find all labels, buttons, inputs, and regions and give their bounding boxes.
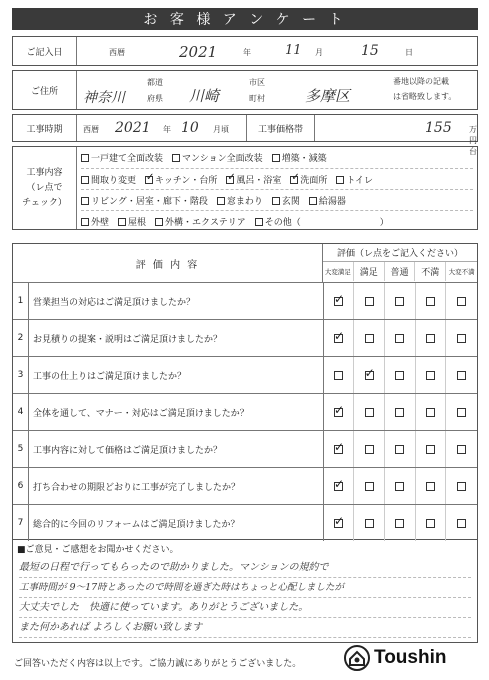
address-city-unit-bottom: 町村 — [249, 94, 265, 103]
work-option-label: 増築・減築 — [281, 154, 327, 164]
rating-checkbox[interactable] — [426, 371, 435, 380]
rating-checkbox[interactable] — [457, 371, 466, 380]
work-option-label: 外構・エクステリア — [165, 217, 246, 228]
rating-checkbox[interactable] — [426, 334, 435, 343]
question-number: 4 — [13, 394, 29, 430]
rating-cell — [385, 431, 416, 467]
entry-date-month: 11 — [285, 43, 302, 58]
evaluation-header-rating: 評価（レ点をご記入ください） — [323, 244, 477, 262]
comment-line: 最短の日程で行ってもらったので助かりました。マンションの規約で — [19, 558, 471, 578]
work-period-year-unit: 年 — [163, 125, 171, 134]
checkbox[interactable] — [81, 197, 89, 205]
rating-checkbox[interactable] — [457, 297, 466, 306]
work-option-label: 給湯器 — [318, 196, 346, 207]
rating-checkbox[interactable] — [334, 334, 343, 343]
work-option — [380, 215, 389, 228]
rating-checkbox[interactable] — [395, 371, 404, 380]
rating-cell — [446, 283, 477, 319]
rating-cell — [385, 468, 416, 504]
work-option[interactable] — [81, 194, 208, 207]
checkbox[interactable] — [217, 197, 225, 205]
rating-cell — [416, 468, 447, 504]
question-number: 2 — [13, 320, 29, 356]
work-option-label: 洗面所 — [300, 175, 328, 186]
work-option-label: 外壁 — [91, 217, 110, 228]
rating-scale-label: 普通 — [385, 262, 416, 281]
rating-checkbox[interactable] — [395, 334, 404, 343]
rating-checkbox[interactable] — [365, 482, 374, 491]
rating-checkbox[interactable] — [395, 482, 404, 491]
comment-label: ■ご意見・ご感想をお聞かせください。 — [17, 545, 179, 555]
evaluation-row — [13, 504, 477, 541]
work-option[interactable] — [336, 173, 373, 186]
rating-cell — [324, 505, 355, 541]
page-title: お 客 様 ア ン ケ ー ト — [12, 8, 478, 30]
entry-date-month-unit: 月 — [315, 48, 323, 57]
work-option[interactable] — [217, 194, 263, 207]
rating-checkbox[interactable] — [395, 297, 404, 306]
address-prefecture: 神奈川 — [83, 90, 125, 106]
rating-checkbox[interactable] — [426, 408, 435, 417]
rating-checkbox[interactable] — [334, 445, 343, 454]
work-content-options — [77, 147, 477, 229]
evaluation-row — [13, 356, 477, 393]
work-period-month-unit: 月頃 — [213, 125, 229, 134]
work-option-row — [81, 168, 473, 189]
rating-checkbox[interactable] — [334, 408, 343, 417]
question-number: 5 — [13, 431, 29, 467]
rating-scale-label: 大変不満 — [448, 268, 475, 276]
rating-checkbox[interactable] — [365, 519, 374, 528]
rating-checkbox[interactable] — [334, 371, 343, 380]
rating-checkbox[interactable] — [334, 519, 343, 528]
evaluation-header-content: 評 価 内 容 — [13, 244, 323, 282]
work-option-row — [81, 210, 473, 231]
footer-thanks: ご回答いただく内容は以上です。ご協力誠にありがとうございました。 — [14, 659, 302, 669]
rating-cell — [416, 431, 447, 467]
question-text: 総合的に今回のリフォームはご満足頂けましたか？ — [29, 505, 324, 541]
comment-line: 工事時間が 9〜17時とあったので時間を過ぎた時はちょっと心配しましたが — [19, 578, 471, 598]
rating-cell — [385, 320, 416, 356]
rating-scale-label: 不満 — [415, 262, 446, 281]
question-number: 1 — [13, 283, 29, 319]
rating-checkbox[interactable] — [334, 482, 343, 491]
question-text: 打ち合わせの期限どおりに工事が完了しましたか？ — [29, 468, 324, 504]
work-option-label: 窓まわり — [226, 196, 263, 207]
question-text: 工事内容に対して価格はご満足頂けましたか？ — [29, 431, 324, 467]
rating-cell — [446, 357, 477, 393]
work-period-era: 西暦 — [83, 125, 99, 134]
rating-cell — [385, 394, 416, 430]
rating-cell — [324, 394, 355, 430]
work-option[interactable] — [309, 194, 346, 207]
rating-checkbox[interactable] — [457, 334, 466, 343]
rating-cell — [416, 505, 447, 541]
checkbox[interactable] — [81, 218, 89, 226]
rating-checkbox[interactable] — [426, 297, 435, 306]
work-option[interactable] — [118, 215, 146, 228]
rating-checkbox[interactable] — [395, 408, 404, 417]
rating-checkbox[interactable] — [426, 445, 435, 454]
work-period-year: 2021 — [115, 120, 151, 136]
rating-cell — [324, 283, 355, 319]
checkbox[interactable] — [255, 218, 263, 226]
address-ward: 多摩区 — [305, 87, 351, 105]
address-note-line2: は省略致します。 — [393, 92, 457, 101]
evaluation-header — [13, 244, 477, 282]
rating-checkbox[interactable] — [457, 482, 466, 491]
price-label: 工事価格帯 — [247, 115, 315, 141]
checkbox[interactable] — [336, 176, 344, 184]
work-option-label: 一戸建て全面改装 — [91, 154, 164, 164]
comment-line: また何かあれば よろしくお願い致します — [19, 618, 471, 638]
rating-cell — [446, 320, 477, 356]
price-value: 155 — [425, 120, 452, 136]
house-logo-icon — [344, 645, 370, 671]
work-option-label: マンション全面改装 — [182, 154, 263, 164]
checkbox[interactable] — [81, 176, 89, 184]
work-option-label: トイレ — [346, 175, 373, 186]
address-note-line1: 番地以降の記載 — [393, 77, 449, 86]
work-period-label: 工事時期 — [13, 115, 77, 141]
rating-cell — [324, 357, 355, 393]
rating-scale-label: 満足 — [354, 262, 385, 281]
logo-text: Toushin — [374, 647, 447, 668]
work-option-label: 屋根 — [128, 217, 147, 228]
work-option[interactable] — [290, 173, 327, 186]
checkbox[interactable] — [155, 218, 163, 226]
rating-cell — [385, 357, 416, 393]
evaluation-row — [13, 467, 477, 504]
rating-scale-label: 大変満足 — [323, 262, 354, 281]
rating-cell — [416, 357, 447, 393]
work-option-label: 玄関 — [281, 196, 300, 207]
rating-checkbox[interactable] — [365, 297, 374, 306]
rating-cell — [416, 283, 447, 319]
address-city: 川崎 — [189, 87, 220, 105]
entry-date-year: 2021 — [179, 43, 218, 61]
evaluation-row — [13, 319, 477, 356]
comment-line: 大丈夫でした 快適に使っています。ありがとうございました。 — [19, 598, 471, 618]
checkbox[interactable] — [118, 218, 126, 226]
address-city-unit-top: 市区 — [249, 78, 265, 87]
comment-box — [12, 540, 478, 643]
question-text: お見積りの提案・説明はご満足頂けましたか？ — [29, 320, 324, 356]
work-content-row — [12, 146, 478, 230]
rating-cell — [354, 394, 385, 430]
entry-date-day-unit: 日 — [405, 48, 413, 57]
work-option[interactable] — [81, 215, 109, 228]
rating-cell — [416, 394, 447, 430]
address-pref-unit-bottom: 府県 — [147, 94, 163, 103]
rating-cell — [385, 505, 416, 541]
address-row — [12, 70, 478, 110]
rating-cell — [354, 505, 385, 541]
entry-date-label: ご記入日 — [13, 37, 77, 65]
checkbox[interactable] — [81, 154, 89, 162]
rating-cell — [354, 320, 385, 356]
work-option[interactable] — [255, 215, 301, 228]
rating-cell — [324, 468, 355, 504]
work-option-row — [81, 147, 473, 168]
price-unit: 万円台 — [469, 125, 477, 156]
work-option[interactable] — [272, 151, 327, 164]
work-option-label: 風呂・浴室 — [236, 175, 282, 186]
rating-checkbox[interactable] — [334, 297, 343, 306]
evaluation-row — [13, 430, 477, 467]
rating-checkbox[interactable] — [395, 519, 404, 528]
address-label: ご住所 — [13, 71, 77, 109]
rating-cell — [416, 320, 447, 356]
work-option-label: 間取り変更 — [91, 175, 137, 186]
rating-checkbox[interactable] — [395, 445, 404, 454]
rating-cell — [354, 468, 385, 504]
rating-cell — [446, 468, 477, 504]
work-option[interactable] — [272, 194, 300, 207]
rating-checkbox[interactable] — [365, 334, 374, 343]
work-option-label: キッチン・台所 — [155, 175, 218, 186]
evaluation-row — [13, 282, 477, 319]
question-text: 全体を通して、マナー・対応はご満足頂けましたか？ — [29, 394, 324, 430]
entry-date-year-unit: 年 — [243, 48, 251, 57]
company-logo — [344, 645, 446, 671]
question-number: 6 — [13, 468, 29, 504]
rating-cell — [446, 394, 477, 430]
checkbox[interactable] — [172, 154, 180, 162]
rating-checkbox[interactable] — [426, 482, 435, 491]
work-option[interactable] — [145, 173, 217, 186]
rating-checkbox[interactable] — [457, 408, 466, 417]
rating-cell — [324, 431, 355, 467]
rating-cell — [354, 431, 385, 467]
checkbox[interactable] — [309, 197, 317, 205]
question-number: 3 — [13, 357, 29, 393]
entry-date-row — [12, 36, 478, 66]
evaluation-table — [12, 243, 478, 540]
rating-checkbox[interactable] — [457, 519, 466, 528]
work-option-label: ） — [379, 217, 389, 228]
entry-date-day: 15 — [361, 43, 379, 59]
address-pref-unit-top: 都道 — [147, 78, 163, 87]
rating-cell — [324, 320, 355, 356]
checkbox[interactable] — [272, 197, 280, 205]
work-option-row — [81, 189, 473, 210]
question-number: 7 — [13, 505, 29, 541]
checkbox[interactable] — [145, 176, 153, 184]
rating-cell — [354, 283, 385, 319]
question-text: 工事の仕上りはご満足頂けましたか？ — [29, 357, 324, 393]
work-option[interactable] — [81, 173, 136, 186]
rating-checkbox[interactable] — [365, 371, 374, 380]
rating-cell — [385, 283, 416, 319]
work-option-label: リビング・居室・廊下・階段 — [91, 196, 208, 207]
work-content-label: 工事内容 （レ点で チェック） — [13, 147, 77, 229]
rating-scale — [323, 262, 477, 281]
rating-cell — [354, 357, 385, 393]
work-option[interactable] — [226, 173, 281, 186]
entry-date-era: 西暦 — [109, 48, 125, 57]
checkbox[interactable] — [290, 176, 298, 184]
work-period-month: 10 — [181, 120, 199, 136]
rating-cell — [446, 431, 477, 467]
rating-checkbox[interactable] — [426, 519, 435, 528]
rating-checkbox[interactable] — [457, 445, 466, 454]
question-text: 営業担当の対応はご満足頂けましたか？ — [29, 283, 324, 319]
checkbox[interactable] — [272, 154, 280, 162]
rating-checkbox[interactable] — [365, 445, 374, 454]
work-period-row — [12, 114, 478, 156]
rating-cell — [446, 505, 477, 541]
rating-checkbox[interactable] — [365, 408, 374, 417]
checkbox[interactable] — [226, 176, 234, 184]
work-option[interactable] — [172, 151, 263, 164]
work-option[interactable] — [155, 215, 246, 228]
work-option[interactable] — [81, 151, 163, 164]
work-option-label: その他（ — [264, 217, 301, 228]
evaluation-row — [13, 393, 477, 430]
